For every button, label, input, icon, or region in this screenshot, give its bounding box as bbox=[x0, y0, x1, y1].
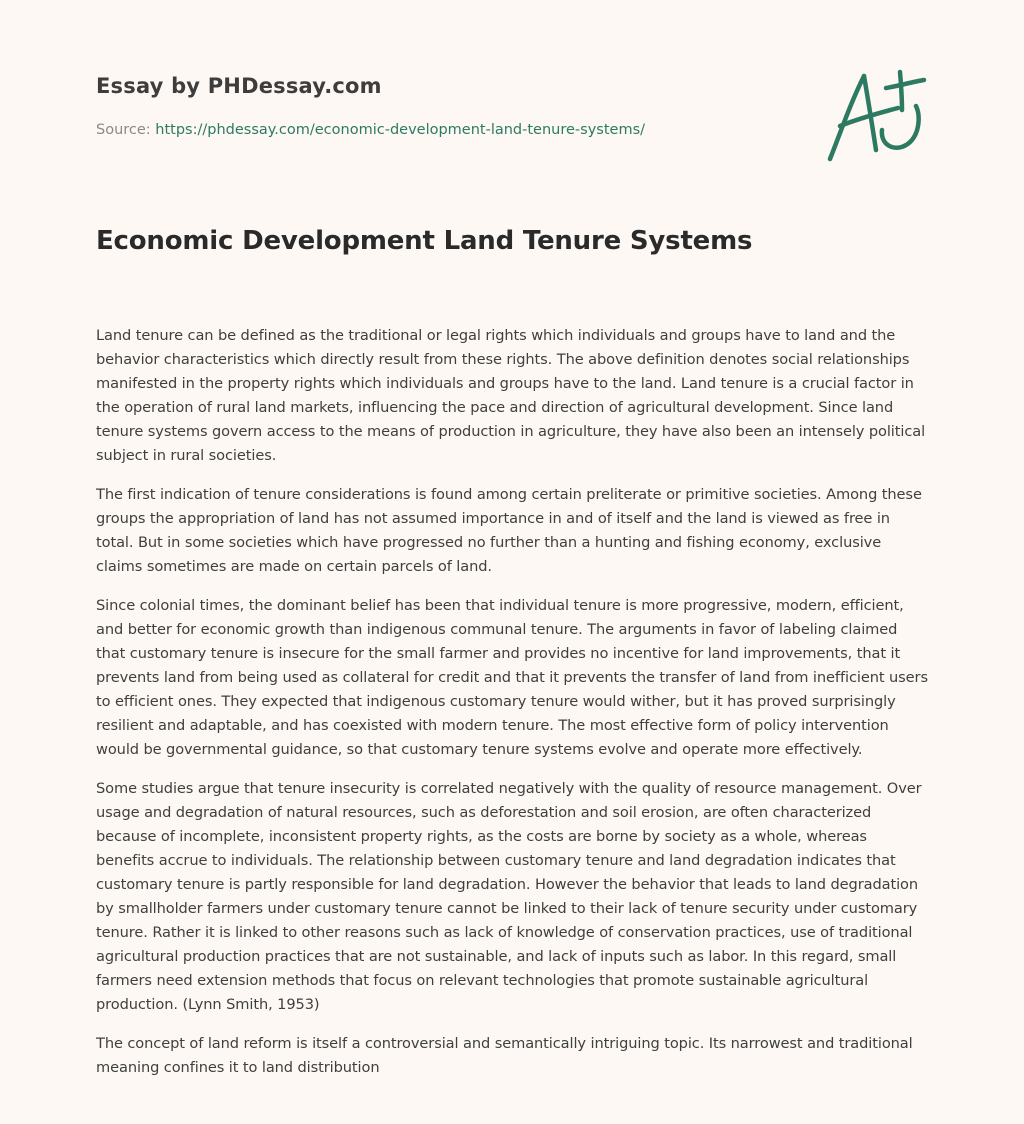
paragraph: The first indication of tenure considerations is found among certain preliterate or primitive societies. Among these groups the appropriation of land has not assumed importance in and of itself and the land is viewed as free in total. But in some societies which have progressed no further than a hunting and fishing economy, exclusive claims sometimes are made on certain parcels of land. bbox=[96, 486, 922, 575]
brand-title: Essay by PHDessay.com bbox=[96, 74, 382, 98]
source-link[interactable]: https://phdessay.com/economic-development-land-tenure-systems/ bbox=[155, 122, 646, 138]
source-line bbox=[96, 122, 736, 138]
essay-header bbox=[96, 74, 736, 138]
a-plus-logo-icon bbox=[820, 64, 930, 168]
paragraph: Some studies argue that tenure insecurity is correlated negatively with the quality of resource management. Over usage and degradation of natural resources, such as deforestation and soil erosion, are often characterized because of incomplete, inconsistent property rights, as the costs are borne by society as a whole, whereas benefits accrue to individuals. The relationship between customary tenure and land degradation indicates that customary tenure is partly responsible for land degradation. However the behavior that leads to land degradation by smallholder farmers under customary tenure cannot be linked to their lack of tenure security under customary tenure. Rather it is linked to other reasons such as lack of knowledge of conservation practices, use of traditional agricultural production practices that are not sustainable, and lack of inputs such as labor. In this regard, small farmers need extension methods that focus on relevant technologies that promote sustainable agricultural production. (Lynn Smith, 1953) bbox=[96, 780, 922, 1013]
essay-body bbox=[96, 324, 928, 1095]
source-label: Source: bbox=[96, 122, 151, 138]
a-plus-logo bbox=[820, 64, 930, 168]
paragraph: The concept of land reform is itself a controversial and semantically intriguing topic. Its narrowest and traditional meaning confines it to land distribution bbox=[96, 1035, 913, 1076]
paragraph: Land tenure can be defined as the traditional or legal rights which individuals and groups have to land and the behavior characteristics which directly result from these rights. The above definition denotes social relationships manifested in the property rights which individuals and groups have to the land. Land tenure is a crucial factor in the operation of rural land markets, influencing the pace and direction of agricultural development. Since land tenure systems govern access to the means of production in agriculture, they have also been an intensely political subject in rural societies. bbox=[96, 327, 926, 464]
paragraph: Since colonial times, the dominant belief has been that individual tenure is more progressive, modern, efficient, and better for economic growth than indigenous communal tenure. The arguments in favor of labeling claimed that customary tenure is insecure for the small farmer and provides no incentive for land improvements, that it prevents land from being used as collateral for credit and that it prevents the transfer of land from inefficient users to efficient ones. They expected that indigenous customary tenure would wither, but it has proved surprisingly resilient and adaptable, and has coexisted with modern tenure. The most effective form of policy intervention would be governmental guidance, so that customary tenure systems evolve and operate more effectively. bbox=[96, 597, 928, 758]
page-title: Economic Development Land Tenure Systems bbox=[96, 226, 753, 256]
